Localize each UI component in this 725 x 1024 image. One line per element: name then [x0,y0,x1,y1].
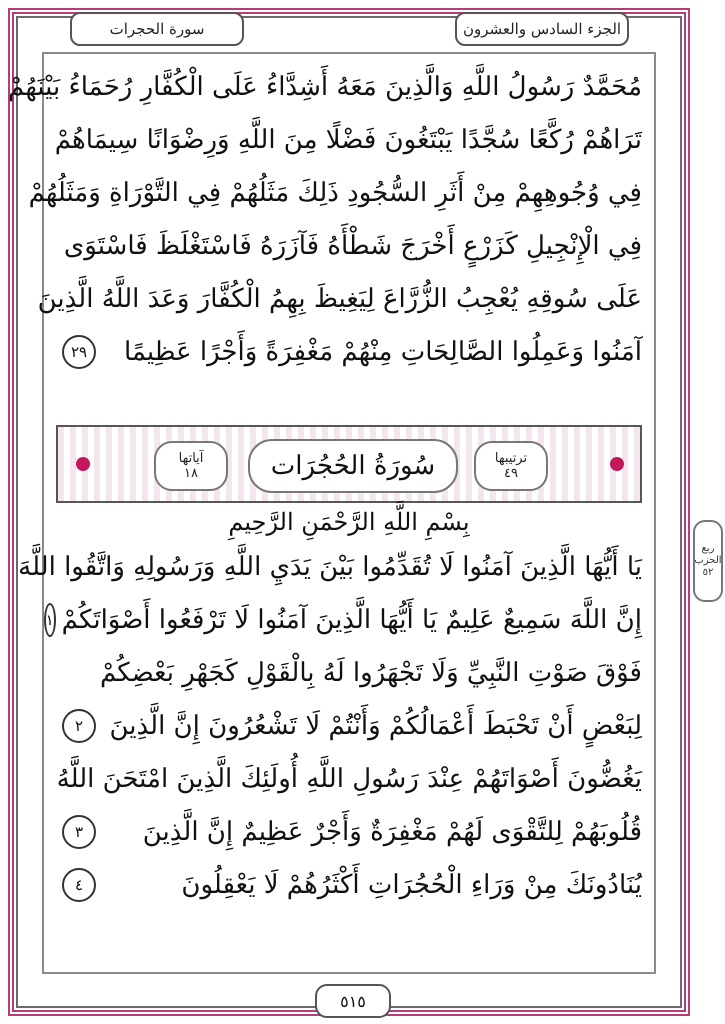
ayah-number-marker: ٢٩ [62,335,96,369]
verse-line: قُلُوبَهُمْ لِلتَّقْوَى لَهُمْ مَغْفِرَةٌ وَأَجْرٌ عَظِيمٌ إِنَّ الَّذِينَ ٣ [56,805,642,858]
verse-line: تَرَاهُمْ رُكَّعًا سُجَّدًا يَبْتَغُونَ فَضْلًا مِنَ اللَّهِ وَرِضْوَانًا سِيمَاهُمْ [54,124,642,155]
verse-line: يَا أَيُّهَا الَّذِينَ آمَنُوا لَا تُقَدِّمُوا بَيْنَ يَدَيِ اللَّهِ وَرَسُولِهِ وَاتَّقُوا اللَّهَ [18,551,642,582]
page-number [315,984,391,1018]
order-badge [474,441,548,491]
ayah-number-marker: ٢ [62,709,96,743]
verse-line: عَلَى سُوقِهِ يُعْجِبُ الزُّرَّاعَ لِيَغِيظَ بِهِمُ الْكُفَّارَ وَعَدَ اللَّهُ الَّذِينَ [37,283,642,314]
order-value: ٤٩ [504,466,518,481]
surah-title [248,439,458,493]
verse-line: إِنَّ اللَّهَ سَمِيعٌ عَلِيمٌ يَا أَيُّهَا الَّذِينَ آمَنُوا لَا تَرْفَعُوا أَصْوَاتَكُمْ ١ [45,604,642,635]
header-surah-name-text: سورة الحجرات [109,20,205,38]
hizb-marker [693,520,723,602]
surah-title-text: سُورَةُ الحُجُرَات [270,451,436,481]
verse-line: آمَنُوا وَعَمِلُوا الصَّالِحَاتِ مِنْهُمْ مَغْفِرَةً وَأَجْرًا عَظِيمًا ٢٩ [56,325,642,378]
verse-line: يُنَادُونَكَ مِنْ وَرَاءِ الْحُجُرَاتِ أَكْثَرُهُمْ لَا يَعْقِلُونَ ٤ [56,858,642,911]
page-number-text: ٥١٥ [340,991,366,1011]
ayah-number-marker: ٣ [62,815,96,849]
verse-line: فِي الْإِنْجِيلِ كَزَرْعٍ أَخْرَجَ شَطْأَهُ فَآزَرَهُ فَاسْتَغْلَظَ فَاسْتَوَى [63,230,642,261]
top-verses [8,60,642,378]
header-juz-name-text: الجزء السادس والعشرون [462,20,622,38]
decorative-dot-icon [610,457,624,471]
verse-line: فَوْقَ صَوْتِ النَّبِيِّ وَلَا تَجْهَرُوا لَهُ بِالْقَوْلِ كَجَهْرِ بَعْضِكُمْ [99,657,642,688]
order-label: ترتيبها [494,451,528,466]
header-juz-name [455,12,629,46]
ayah-number-marker: ١ [44,603,56,637]
hizb-marker-text: ربع الحزب ٥٢ [694,543,722,578]
verse-line: مُحَمَّدٌ رَسُولُ اللَّهِ وَالَّذِينَ مَعَهُ أَشِدَّاءُ عَلَى الْكُفَّارِ رُحَمَاءُ بَيْنَهُمْ [8,71,642,102]
bottom-verses [18,540,642,911]
header-surah-name [70,12,244,46]
verse-line: فِي وُجُوهِهِمْ مِنْ أَثَرِ السُّجُودِ ذَلِكَ مَثَلُهُمْ فِي التَّوْرَاةِ وَمَثَلُهُمْ [28,177,642,208]
verses-label: آياتها [178,451,204,466]
verse-line: يَغُضُّونَ أَصْوَاتَهُمْ عِنْدَ رَسُولِ اللَّهِ أُولَئِكَ الَّذِينَ امْتَحَنَ اللَّهُ [56,763,642,794]
verse-line: لِبَعْضٍ أَنْ تَحْبَطَ أَعْمَالُكُمْ وَأَنْتُمْ لَا تَشْعُرُونَ إِنَّ الَّذِينَ ٢ [56,699,642,752]
verses-count-badge [154,441,228,491]
decorative-dot-icon [76,457,90,471]
surah-banner [56,425,642,503]
verses-value: ١٨ [184,466,198,481]
ayah-number-marker: ٤ [62,868,96,902]
basmala: بِسْمِ اللَّهِ الرَّحْمَنِ الرَّحِيمِ [228,508,470,536]
